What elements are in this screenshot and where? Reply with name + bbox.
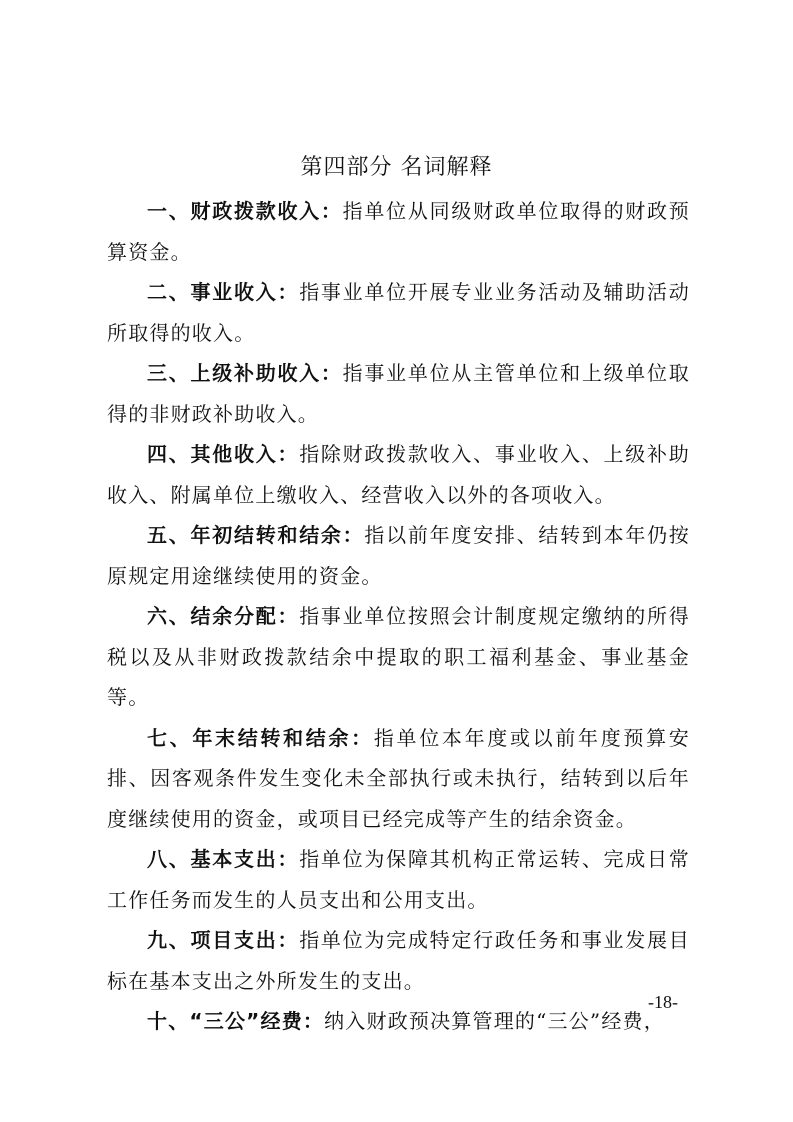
glossary-definition: 指事业单位按照会计制度规定缴纳的所得税以及从非财政拨款结余中提取的职工福利基金、事业基金等。 bbox=[107, 604, 690, 709]
glossary-entry-3 bbox=[107, 353, 690, 434]
glossary-definition: 指单位从同级财政单位取得的财政预算资金。 bbox=[107, 199, 690, 264]
glossary-definition: 指单位为保障其机构正常运转、完成日常工作任务而发生的人员支出和公用支出。 bbox=[107, 847, 690, 912]
glossary-entry-8 bbox=[107, 839, 690, 920]
glossary-term: 一、财政拨款收入： bbox=[147, 199, 343, 223]
glossary-entry-4 bbox=[107, 434, 690, 515]
glossary-definition: 指除财政拨款收入、事业收入、上级补助收入、附属单位上缴收入、经营收入以外的各项收入。 bbox=[107, 442, 690, 507]
glossary-definition: 纳入财政预决算管理的“三公”经费， bbox=[324, 1009, 665, 1033]
glossary-definition: 指事业单位从主管单位和上级单位取得的非财政补助收入。 bbox=[107, 361, 690, 426]
glossary-definition: 指以前年度安排、结转到本年仍按原规定用途继续使用的资金。 bbox=[107, 523, 691, 588]
glossary-definition: 指单位本年度或以前年度预算安排、因客观条件发生变化未全部执行或未执行，结转到以后年度继续使用的资金，或项目已经完成等产生的结余资金。 bbox=[107, 725, 690, 831]
glossary-entry-1 bbox=[107, 191, 690, 272]
glossary-entry-7 bbox=[107, 718, 690, 840]
glossary-entry-2 bbox=[107, 272, 690, 353]
glossary-term: 四、其他收入： bbox=[147, 442, 300, 466]
glossary-term: 十、“三公”经费： bbox=[147, 1009, 325, 1033]
glossary-term: 九、项目支出： bbox=[147, 928, 300, 952]
glossary-body bbox=[107, 191, 690, 1042]
page-number: -18- bbox=[648, 992, 678, 1012]
glossary-entry-5 bbox=[107, 515, 690, 596]
glossary-term: 六、结余分配： bbox=[147, 604, 300, 628]
glossary-definition: 指事业单位开展专业业务活动及辅助活动所取得的收入。 bbox=[107, 280, 690, 345]
glossary-entry-6 bbox=[107, 596, 690, 718]
glossary-term: 五、年初结转和结余： bbox=[147, 523, 365, 547]
glossary-entry-9 bbox=[107, 920, 690, 1001]
glossary-term: 八、基本支出： bbox=[147, 847, 300, 871]
section-title: 第四部分 名词解释 bbox=[300, 155, 493, 180]
glossary-definition: 指单位为完成特定行政任务和事业发展目标在基本支出之外所发生的支出。 bbox=[107, 928, 690, 993]
glossary-entry-10 bbox=[107, 1001, 690, 1042]
glossary-term: 七、年末结转和结余： bbox=[147, 725, 374, 750]
glossary-term: 二、事业收入： bbox=[147, 280, 300, 304]
glossary-term: 三、上级补助收入： bbox=[147, 361, 343, 385]
